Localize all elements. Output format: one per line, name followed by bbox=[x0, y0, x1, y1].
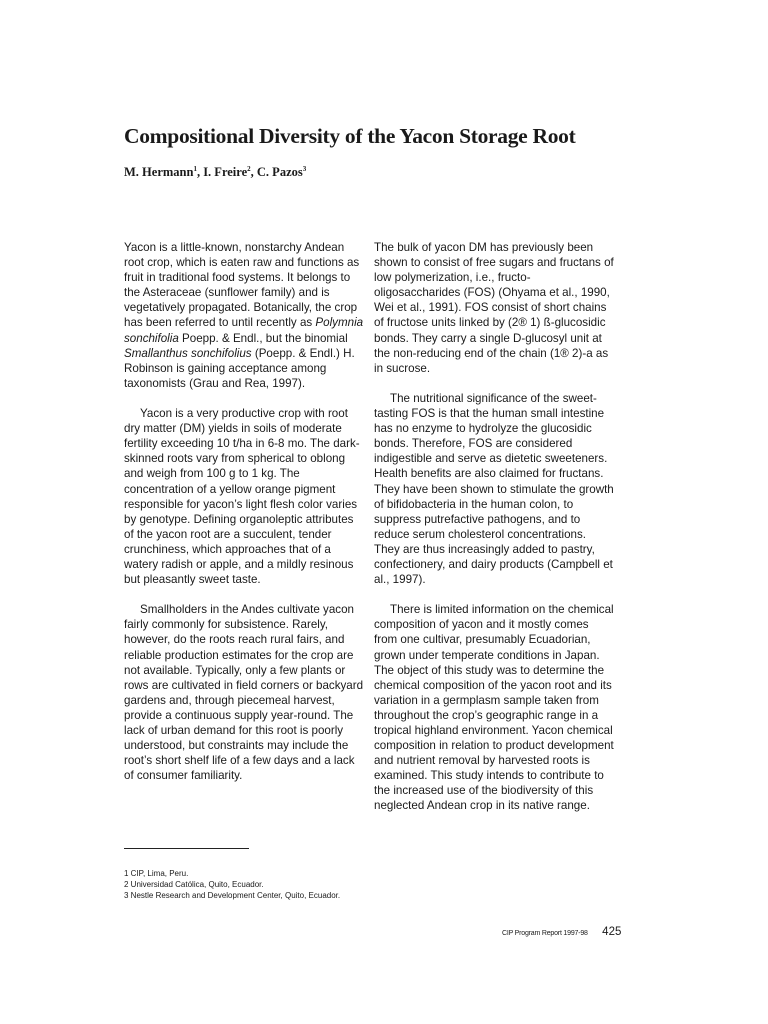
paper-title: Compositional Diversity of the Yacon Storage Root bbox=[124, 124, 576, 148]
footnote-2: 2 Universidad Católica, Quito, Ecuador. bbox=[124, 880, 264, 889]
author-name: C. Pazos bbox=[256, 165, 303, 179]
italic-text: Smallanthus sonchifolius bbox=[124, 346, 252, 360]
right-column bbox=[374, 240, 614, 829]
body-paragraph bbox=[124, 602, 364, 783]
author-separator: , bbox=[250, 165, 257, 179]
body-paragraph bbox=[374, 391, 614, 587]
text-run: Poepp. & Endl., but the binomial bbox=[178, 331, 348, 345]
text-run: The bulk of yacon DM has previously been shown to consist of free sugars and fructans of low polymerization, i.e., fructo-oligosaccharides (FOS) (Ohyama et al., 1990, Wei et al., 1991). FOS consist of short chains of fructose units linked by (2® 1) ß-glucosidic bonds. They carry a single D-glucosyl unit at the non-reducing end of the chain (1® 2)-a as in sucrose. bbox=[374, 241, 614, 375]
text-run: Smallholders in the Andes cultivate yacon fairly commonly for subsistence. Rarely, however, do the roots reach rural fairs, and reliable production estimates for the crop are not available. Typically, only a few plants or rows are cultivated in field corners or backyard gardens and, through piecemeal harvest, provide a continuous supply year-round. The lack of urban demand for this root is poorly understood, but constraints may include the root’s short shelf life of a few days and a lack of consumer familiarity. bbox=[124, 603, 364, 783]
text-run: Yacon is a little-known, nonstarchy Andean root crop, which is eaten raw and functions as fruit in traditional food systems. It belongs to the Asteraceae (sunflower family) and is vegetatively propagated. Botanically, the crop has been referred to until recently as bbox=[124, 241, 360, 330]
report-name: CIP Program Report 1997-98 bbox=[502, 930, 588, 937]
page-footer bbox=[502, 922, 621, 940]
footnote-3: 3 Nestle Research and Development Center, Quito, Ecuador. bbox=[124, 891, 341, 900]
page-number: 425 bbox=[602, 926, 622, 938]
text-run: There is limited information on the chemical composition of yacon and it mostly comes from one cultivar, presumably Ecuadorian, grown under temperate conditions in Japan. The object of this study was to determine the chemical composition of the yacon root and its variation in a germplasm sample taken from throughout the crop’s geographic range in a tropical highland environment. Yacon chemical composition in relation to product development and nutrient removal by harvested roots is examined. This study intends to contribute to the increased use of the biodiversity of this neglected Andean crop in its native range. bbox=[374, 603, 614, 813]
author-list bbox=[124, 165, 306, 180]
author-separator: , bbox=[196, 165, 204, 179]
left-column bbox=[124, 240, 364, 798]
text-run: (Poepp. & Endl.) H. Robinson is gaining acceptance among taxonomists (Grau and Rea, 1997). bbox=[124, 346, 355, 390]
body-paragraph bbox=[124, 406, 364, 587]
footnotes bbox=[124, 868, 340, 901]
body-paragraph bbox=[374, 602, 614, 813]
affiliation-marker: 2 bbox=[247, 164, 251, 173]
text-run: Yacon is a very productive crop with root dry matter (DM) yields in soils of moderate fertility exceeding 10 t/ha in 6-8 mo. The dark-skinned roots vary from spherical to oblong and weigh from 100 g to 1 kg. The concentration of a yellow orange pigment responsible for yacon’s light flesh color varies by genotype. Defining organoleptic attributes of the yacon root are a succulent, tender crunchiness, which approaches that of a watery radish or apple, and a mildly resinous but pleasantly sweet taste. bbox=[124, 407, 360, 587]
body-paragraph bbox=[124, 240, 364, 391]
footnote-1: 1 CIP, Lima, Peru. bbox=[124, 869, 189, 878]
body-paragraph bbox=[374, 240, 614, 376]
affiliation-marker: 1 bbox=[193, 164, 197, 173]
author-name: M. Hermann bbox=[124, 165, 194, 179]
author-name: I. Freire bbox=[203, 165, 248, 179]
affiliation-marker: 3 bbox=[302, 164, 307, 173]
italic-text: Polymnia sonchifolia bbox=[124, 316, 364, 345]
text-run: The nutritional significance of the sweet-tasting FOS is that the human small intestine has no enzyme to hydrolyze the glucosidic bonds. Therefore, FOS are considered indigestible and serve as dietetic sweeteners. Health benefits are also claimed for fructans. They have been shown to stimulate the growth of bifidobacteria in the human colon, to suppress putrefactive pathogens, and to reduce serum cholesterol concentrations. They are thus increasingly added to pastry, confectionery, and dairy products (Campbell et al., 1997). bbox=[374, 391, 614, 587]
footnote-divider bbox=[124, 848, 249, 849]
